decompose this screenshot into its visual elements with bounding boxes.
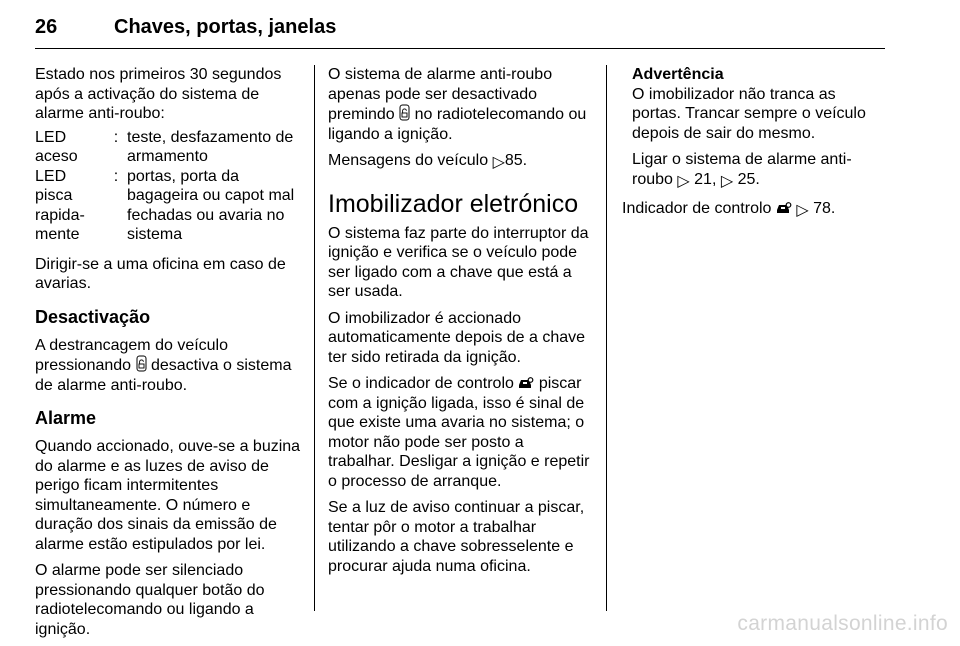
immo-paragraph-4: Se a luz de aviso continuar a piscar, tentar pôr o motor a trabalhar utilizando a chave sobresselente e procurar ajuda numa oficina. — [328, 499, 585, 575]
page-number: 26 — [35, 16, 58, 38]
led-value: teste, desfazamento de armamento — [127, 128, 294, 165]
page-ref-link[interactable]: 25. — [737, 170, 760, 188]
page-header — [35, 14, 885, 49]
page-ref-arrow-icon: ▷ — [492, 154, 505, 171]
p4-text-b: piscar com a ignição ligada, isso é sinal de que existe uma avaria no sistema; o motor não pode ser posto a trabalhar. Desligar a ignição e repetir o processo de arranque. — [328, 375, 590, 490]
indicator-text: Indicador de controlo — [622, 200, 772, 217]
warning-title: Advertência — [632, 66, 724, 83]
alarm-paragraph-2: O alarme pode ser silenciado pressionando qualquer botão do radiotelecomando ou ligando a ignição. — [35, 562, 265, 638]
heading-immobilizer: Imobilizador eletrónico — [328, 189, 579, 218]
deact-text-b: desactiva o sistema de alarme anti-roubo. — [35, 357, 292, 394]
column-2 — [328, 65, 593, 583]
unlock-key-icon — [136, 355, 147, 372]
led-status-table — [35, 128, 303, 245]
immo-paragraph-2: O imobilizador é accionado automaticamente depois de a chave ter sido retirada da ignição. — [328, 309, 586, 366]
p4-text-a: Se o indicador de controlo — [328, 375, 514, 392]
column-divider — [606, 65, 607, 611]
vehicle-messages-ref — [328, 151, 593, 173]
deactivation-remote-paragraph — [328, 65, 593, 144]
unlock-key-icon — [399, 104, 410, 121]
deactivation-paragraph — [35, 336, 303, 396]
heading-deactivation: Desactivação — [35, 306, 151, 327]
led-sep: : — [113, 167, 119, 185]
p1-text-a: O sistema de alarme anti-roubo apenas pode ser desactivado premindo — [328, 66, 553, 123]
warning-paragraph-2 — [632, 150, 887, 191]
immo-paragraph-3 — [328, 374, 593, 491]
page-ref-arrow-icon: ▷ — [677, 172, 690, 190]
led-sep: : — [113, 128, 119, 146]
warning-paragraph-1: O imobilizador não tranca as portas. Trancar sempre o veículo depois de sair do mesmo. — [632, 85, 866, 142]
led-value: portas, porta da bagageira ou capot mal fechadas ou avaria no sistema — [127, 167, 295, 243]
immobilizer-car-key-icon — [518, 376, 534, 390]
table-row — [35, 167, 303, 245]
page-ref-link[interactable]: 21, — [694, 170, 717, 188]
p1-text-b: no radiotelecomando ou ligando a ignição. — [328, 106, 587, 143]
msg-text: Mensagens do veículo — [328, 152, 489, 169]
page-ref-link[interactable]: 85. — [504, 152, 528, 169]
column-divider — [314, 65, 315, 611]
immo-paragraph-1: O sistema faz parte do interruptor da ignição e verifica se o veículo pode ser ligado com a chave que está a ser usada. — [328, 224, 589, 300]
led-key: LED aceso — [35, 128, 78, 165]
warning-box — [622, 65, 887, 191]
page-ref-arrow-icon: ▷ — [796, 202, 809, 219]
chapter-title: Chaves, portas, janelas — [114, 16, 337, 38]
deact-text-a: A destrancagem do veículo pressionando — [35, 336, 229, 374]
table-row — [35, 128, 303, 167]
immobilizer-car-key-icon — [776, 201, 792, 215]
column-1 — [35, 65, 303, 646]
watermark: carmanualsonline.info — [737, 612, 948, 635]
page-ref-link[interactable]: 78. — [813, 200, 836, 217]
column-3 — [622, 65, 887, 228]
workshop-paragraph: Dirigir-se a uma oficina em caso de avarias. — [35, 255, 286, 292]
warn2-text: Ligar o sistema de alarme anti-roubo — [632, 151, 852, 188]
heading-alarm: Alarme — [35, 408, 97, 428]
alarm-paragraph-1: Quando accionado, ouve-se a buzina do alarme e as luzes de aviso de perigo ficam intermitentes simultaneamente. O número e duração dos sinais da emissão de alarme estão estipulados por lei. — [35, 438, 301, 553]
page-ref-arrow-icon: ▷ — [720, 172, 734, 190]
indicator-paragraph — [622, 199, 887, 221]
led-key: LED pisca rapida-mente — [35, 167, 85, 243]
intro-paragraph: Estado nos primeiros 30 segundos após a activação do sistema de alarme anti-roubo: — [35, 66, 282, 122]
